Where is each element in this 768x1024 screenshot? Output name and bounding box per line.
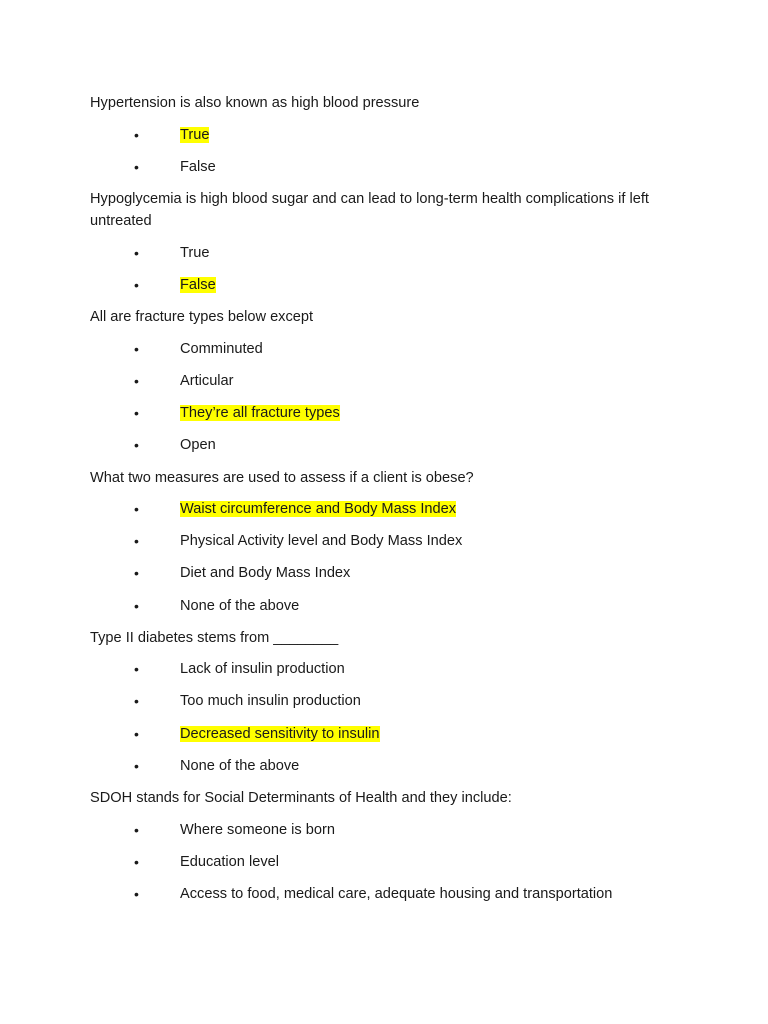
question-text: What two measures are used to assess if a client is obese? [90,469,474,486]
bullet-icon: • [134,597,139,614]
highlighted-answer: False [180,277,216,294]
option-text: True [180,244,210,261]
option-text: Comminuted [180,340,263,357]
option-list [90,819,680,906]
bullet-icon: • [134,277,139,294]
option-item [90,370,680,393]
option-item [90,851,680,874]
highlighted-answer: Decreased sensitivity to insulin [180,725,380,742]
option-item [90,690,680,713]
option-text: Physical Activity level and Body Mass Index [180,533,463,550]
highlighted-answer: They’re all fracture types [180,405,340,422]
option-item [90,562,680,585]
option-text: Too much insulin production [180,693,361,710]
option-text: Lack of insulin production [180,661,345,678]
bullet-icon: • [134,661,139,678]
bullet-icon: • [134,725,139,742]
option-text: Articular [180,372,234,389]
highlighted-answer: True [180,126,210,143]
question-text: Hypertension is also known as high blood pressure [90,95,420,111]
bullet-icon: • [134,533,139,550]
option-list [90,658,680,777]
bullet-icon: • [134,565,139,582]
question-text: SDOH stands for Social Determinants of Health and they include: [90,790,512,806]
option-text: False [180,158,216,175]
option-item [90,156,680,179]
bullet-icon: • [134,340,139,357]
option-list [90,498,680,617]
option-item [90,434,680,457]
option-item [90,274,680,297]
option-text: Access to food, medical care, adequate housing and transportation [180,885,613,902]
option-item [90,658,680,681]
bullet-icon: • [134,372,139,389]
highlighted-answer: Waist circumference and Body Mass Index [180,501,457,517]
bullet-icon: • [134,437,139,454]
option-item [90,723,680,746]
bullet-icon: • [134,501,139,517]
option-item [90,242,680,265]
option-text: Diet and Body Mass Index [180,565,351,582]
option-text: None of the above [180,597,300,614]
option-item [90,595,680,618]
option-item [90,338,680,361]
option-item [90,755,680,778]
bullet-icon: • [134,126,139,143]
question-text: Hypoglycemia is high blood sugar and can lead to long-term health complications if left untreated [90,190,649,230]
option-text: Where someone is born [180,821,335,838]
option-item [90,883,680,906]
bullet-icon: • [134,853,139,870]
option-item [90,402,680,425]
option-text: Open [180,437,216,454]
document-page [90,92,680,915]
bullet-icon: • [134,158,139,175]
option-text: None of the above [180,757,300,774]
option-list [90,242,680,297]
option-text: Education level [180,853,279,870]
option-item [90,498,680,521]
option-list [90,124,680,179]
question-text: Type II diabetes stems from ________ [90,629,339,646]
bullet-icon: • [134,405,139,422]
bullet-icon: • [134,821,139,838]
option-item [90,530,680,553]
bullet-icon: • [134,693,139,710]
option-list [90,338,680,457]
bullet-icon: • [134,757,139,774]
bullet-icon: • [134,885,139,902]
question-text: All are fracture types below except [90,309,314,326]
option-item [90,819,680,842]
option-item [90,124,680,147]
bullet-icon: • [134,244,139,261]
